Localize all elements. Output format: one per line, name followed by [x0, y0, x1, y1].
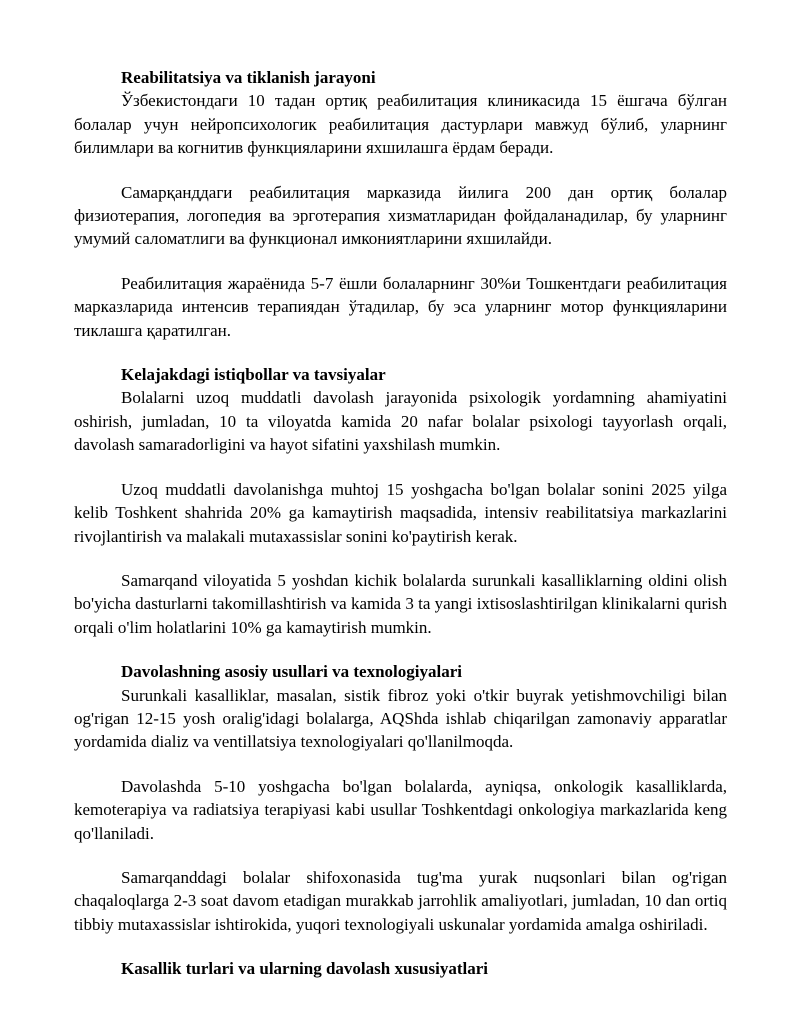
section-heading-treatment-methods: Davolashning asosiy usullari va texnologiyalari: [121, 662, 462, 682]
paragraph-psychological-support: Bolalarni uzoq muddatli davolash jarayonida psixologik yordamning ahamiyatini oshirish, jumladan, 10 ta viloyatda kamida 20 nafar bolalar psixologi tayyorlash orqali, davolash samaradorligini va hayot sifatini yaxshilash mumkin.: [74, 388, 727, 455]
section-heading-rehabilitation: Reabilitatsiya va tiklanish jarayoni: [121, 68, 376, 87]
paragraph-chronic-prevention: Samarqand viloyatida 5 yoshdan kichik bolalarda surunkali kasalliklarning oldini olish bo'yicha dasturlarni takomillashtirish va kamida 3 ta yangi ixtisoslashtirilgan klinikalarni qurish orqali o'lim holatlarini 10% ga kamaytirish mumkin.: [74, 570, 727, 637]
paragraph-dialysis-ventilation: Surunkali kasalliklar, masalan, sistik fibroz yoki o'tkir buyrak yetishmovchiligi bilan og'rigan 12-15 yosh oralig'idagi bolalarga, AQShda ishlab chiqarilgan zamonaviy apparatlar yordamida dializ va ventillatsiya texnologiyalari qo'llanilmoqda.: [74, 685, 727, 752]
paragraph-oncology-therapy: Davolashda 5-10 yoshgacha bo'lgan bolalarda, ayniqsa, onkologik kasalliklarda, kemoterapiya va radiatsiya terapiyasi kabi usullar Toshkentdagi onkologiya markazlarida keng qo'llaniladi.: [74, 776, 727, 843]
section-heading-future-prospects: Kelajakdagi istiqbollar va tavsiyalar: [121, 365, 386, 385]
paragraph-long-term-treatment: Uzoq muddatli davolanishga muhtoj 15 yoshgacha bo'lgan bolalar sonini 2025 yilga kelib Toshkent shahrida 20% ga kamaytirish maqsadida, intensiv reabilitatsiya markazlarini rivojlantirish va malakali mutaxassislar sonini ko'paytirish kerak.: [74, 479, 727, 546]
paragraph-samarkand-center: Самарқанддаги реабилитация марказида йилига 200 дан ортиқ болалар физиотерапия, логопедия ва эрготерапия хизматларидан фойдаланадилар, бу уларнинг умумий саломатлиги ва функционал имкониятларини яхшилайди.: [74, 182, 727, 249]
document-page: [74, 66, 727, 981]
paragraph-rehab-clinics: Ўзбекистондаги 10 тадан ортиқ реабилитация клиникасида 15 ёшгача бўлган болалар учун нейропсихологик реабилитация дастурлари мавжуд бўлиб, уларнинг билимлари ва когнитив функцияларини яхшилашга ёрдам беради.: [74, 91, 727, 158]
paragraph-cardiac-surgery: Samarqanddagi bolalar shifoxonasida tug'ma yurak nuqsonlari bilan og'rigan chaqaloqlarga 2-3 soat davom etadigan murakkab jarrohlik amaliyotlari, jumladan, 10 dan ortiq tibbiy mutaxassislar ishtirokida, yuqori texnologiyali uskunalar yordamida amalga oshiriladi.: [74, 867, 727, 934]
section-heading-disease-types: Kasallik turlari va ularning davolash xususiyatlari: [121, 959, 488, 979]
paragraph-intensive-therapy: Реабилитация жараёнида 5-7 ёшли болаларнинг 30%и Тошкентдаги реабилитация марказларида интенсив терапиядан ўтадилар, бу эса уларнинг мотор функцияларини тиклашга қаратилган.: [74, 273, 727, 340]
